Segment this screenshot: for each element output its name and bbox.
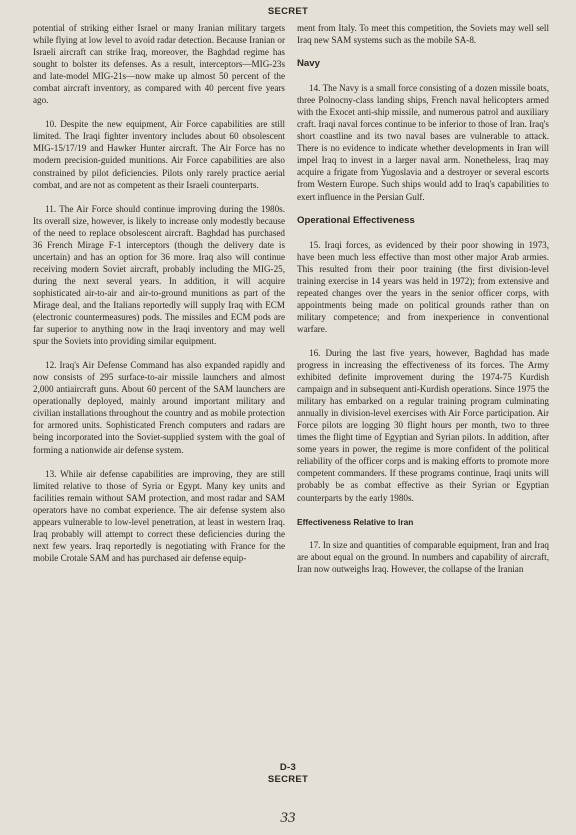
paragraph-continued: potential of striking either Israel or many Iranian military targets while flying at low level to avoid radar detection. Because Iranian or Israeli aircraft can strike Iraq, moreover, the Baghdad regime has sought to bolster its defenses. As a result, interceptors—MIG-23s and late-model MIG-21s—now make up almost 50 percent of the combat aircraft inventory, as compared with 40 percent five years ago.: [33, 23, 285, 106]
left-column: [33, 22, 285, 564]
paragraph-14: 14. The Navy is a small force consisting of a dozen missile boats, three Polnocny-class landing ships, French naval helicopters armed with the Exocet anti-ship missile, and numerous patrol and auxiliary craft. Iraqi naval forces continue to be inferior to those of Iran. Iraq's short coastline and its two naval bases are vulnerable to attack. There is no evidence to indicate whether developments in Iran will impel Iraq to invest in a larger naval arm. Nonetheless, Iraq may acquire a frigate from Yugoslavia and a destroyer or several escorts from Western Europe. Such ships would add to Iraq's capabilities to exert influence in the Persian Gulf.: [297, 83, 549, 202]
paragraph-continued: ment from Italy. To meet this competition, the Soviets may well sell Iraq new SAM systems such as the mobile SA-8.: [297, 23, 549, 46]
paragraph-13: 13. While air defense capabilities are improving, they are still limited relative to those of Syria or Egypt. Many key units and facilities remain without SAM protection, and most radar and SAM operators have no combat experience. The air defense system also appears vulnerable to low-level penetration, at least in western Iraq. Iraq probably will attempt to correct these deficiencies during the next few years. Iraq reportedly is negotiating with France for the mobile Crotale SAM and has purchased air defense equip-: [33, 468, 285, 563]
page-code: D-3: [279, 762, 297, 773]
paragraph-15: 15. Iraqi forces, as evidenced by their poor showing in 1973, have been much less effective than most other major Arab armies. This resulted from their poor training (the first division-level training exercise in 14 years was held in 1972); from extensive and repeated changes over the years in the senior officer corps, with appointments being made on political grounds rather than on military competence; and from inexperience in conventional warfare.: [297, 239, 549, 334]
bottom-classification-marking: SECRET: [267, 774, 309, 785]
paragraph-10: 10. Despite the new equipment, Air Force capabilities are still limited. The Iraqi fighter inventory includes about 60 obsolescent MIG-15/17/19 and Hawker Hunter aircraft. The Air Force has no modern precision-guided munitions. Air Force capabilities are also constrained by pilot deficiencies. Pilots only rarely practice aerial combat, and are not as competent as their Israeli counterparts.: [33, 119, 285, 190]
right-column: [297, 22, 549, 575]
paragraph-16: 16. During the last five years, however, Baghdad has made progress in increasing the effectiveness of its forces. The Army exhibited definite improvement during the 1974-75 Kurdish campaign and in subsequent anti-Kurdish operations. Since 1975 the military has embarked on a regular training program culminating annually in division-level exercises with Air Force participation. Air Force pilots are logging 30 flight hours per month, two to three times the flight time of Egyptian and Syrian pilots. In addition, after some years in power, the regime is more confident of the political reliability of the officer corps and is making efforts to promote more competent commanders. If these programs continue, Iraqi units will probably be as combat effective as their Syrian or Egyptian counterparts by the early 1980s.: [297, 347, 549, 503]
page-number: 33: [280, 810, 296, 826]
paragraph-11: 11. The Air Force should continue improving during the 1980s. Its overall size, however, is likely to increase only modestly because of the need to replace obsolescent aircraft. Baghdad has purchased 36 French Mirage F-1 interceptors (though the delivery date is uncertain) and has an option for 36 more. Iraq also will continue receiving modern Soviet aircraft, probably including the MIG-25, during the next several years. In addition, it will acquire sophisticated air-to-air and air-to-ground munitions as part of the Mirage deal, and the Italians reportedly will supply Iraq with ECM (electronic countermeasures) pods. The missiles and ECM pods are far superior to anything now in the Iraqi inventory and may well spur the Soviets into providing similar equipment.: [33, 203, 285, 347]
paragraph-17: 17. In size and quantities of comparable equipment, Iran and Iraq are about equal on the ground. In numbers and capability of aircraft, Iran now outweighs Iraq. However, the collapse of the Iranian: [297, 539, 549, 574]
section-heading-navy: Navy: [297, 58, 320, 70]
paragraph-12: 12. Iraq's Air Defense Command has also expanded rapidly and now consists of 295 surface-to-air missile launchers and almost 2,000 antiaircraft guns. About 60 percent of the SAM launchers are operationally deployed, mainly around important military and civilian installations throughout the country and as mobile protection for armored units. Sophisticated French computers and radars are being incorporated into the Soviet-supplied system with the goal of forming a nationwide air defense system.: [33, 360, 285, 455]
top-classification-marking: SECRET: [267, 6, 309, 17]
section-heading-operational-effectiveness: Operational Effectiveness: [297, 214, 415, 226]
subsection-heading-effectiveness-relative-to-iran: Effectiveness Relative to Iran: [297, 516, 414, 527]
